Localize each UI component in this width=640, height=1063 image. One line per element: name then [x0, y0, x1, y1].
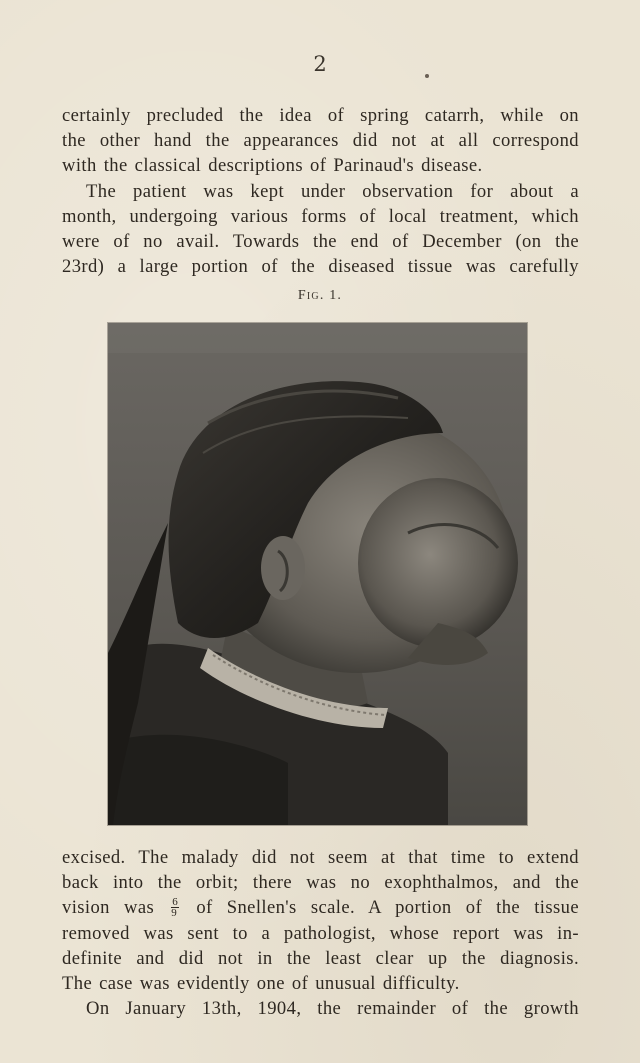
fraction-numerator: 6: [172, 895, 179, 908]
text-line: removed was sent to a pathologist, whose report was in-: [62, 922, 579, 944]
figure-caption: [0, 288, 640, 304]
text-line-with-fraction: [62, 895, 579, 920]
text-line: The patient was kept under observation for about a: [86, 180, 579, 202]
text-block-top: [62, 103, 579, 279]
figure-caption-text: Fig. 1.: [297, 288, 343, 303]
figure-photograph: [108, 323, 527, 825]
text-block-bottom: [62, 845, 579, 1021]
text-line: On January 13th, 1904, the remainder of the growth: [86, 998, 579, 1020]
text-line: were of no avail. Towards the end of December (on the: [62, 231, 579, 253]
text-line: back into the orbit; there was no exophthalmos, and the: [62, 872, 579, 894]
fraction: [171, 897, 179, 918]
print-speck: [425, 74, 429, 78]
text-line: The case was evidently one of unusual difficulty.: [62, 973, 460, 995]
text-fragment: vision was: [62, 897, 155, 919]
page-number: 2: [313, 52, 327, 76]
text-line: certainly precluded the idea of spring catarrh, while on: [62, 105, 579, 126]
text-line: definite and did not in the least clear up the diagnosis.: [62, 947, 579, 969]
text-line: month, undergoing various forms of local treatment, which: [62, 205, 579, 227]
text-line: excised. The malady did not seem at that time to extend: [62, 847, 579, 868]
fraction-denominator: 9: [171, 906, 178, 919]
text-fragment: of Snellen's scale. A portion of the tissue: [196, 897, 579, 919]
text-line: with the classical descriptions of Parinaud's disease.: [62, 155, 483, 177]
text-line: the other hand the appearances did not at all correspond: [62, 130, 579, 152]
text-line: 23rd) a large portion of the diseased tissue was carefully: [62, 256, 579, 278]
